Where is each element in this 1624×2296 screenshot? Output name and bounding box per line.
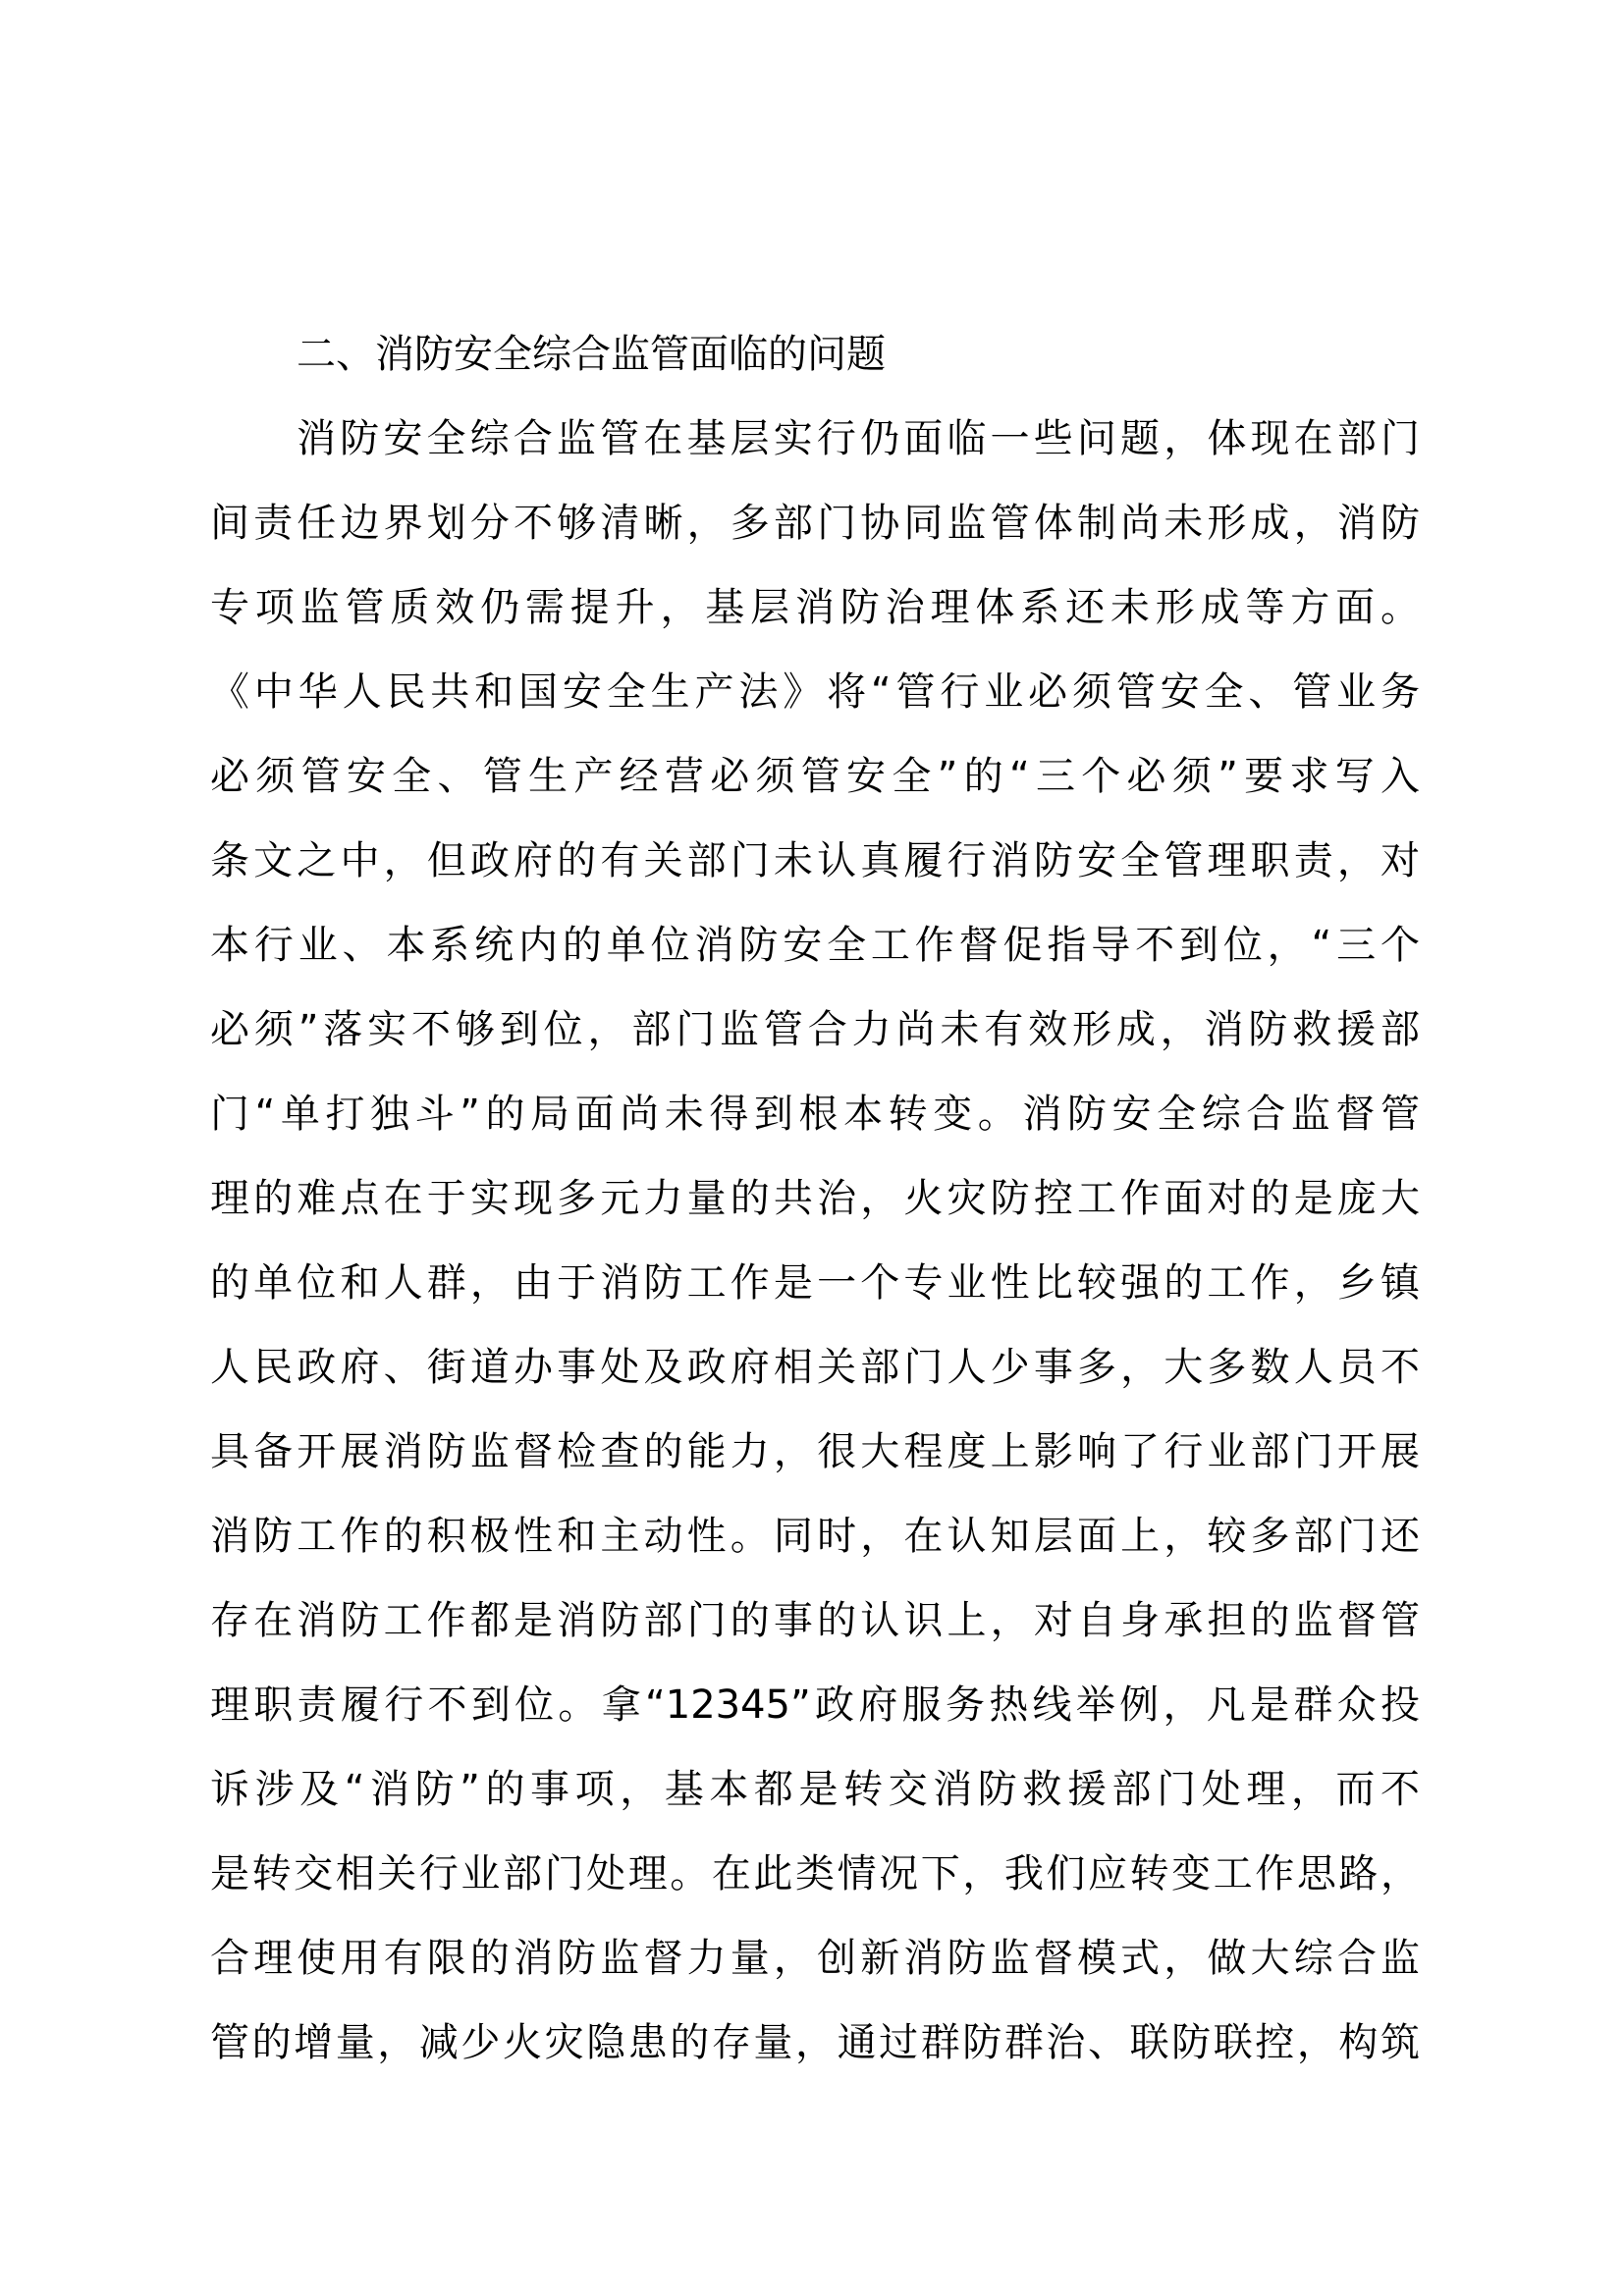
paragraph-line: 门“单打独斗”的局面尚未得到根本转变。消防安全综合监督管 [210, 1092, 1420, 1137]
paragraph-line: 必须管安全、管生产经营必须管安全”的“三个必须”要求写入 [210, 754, 1420, 799]
paragraph-line: 人民政府、街道办事处及政府相关部门人少事多，大多数人员不 [210, 1345, 1420, 1390]
paragraph-line: 条文之中，但政府的有关部门未认真履行消防安全管理职责，对 [210, 838, 1420, 883]
body-text [210, 312, 1420, 2085]
paragraph-line: 管的增量，减少火灾隐患的存量，通过群防群治、联防联控，构筑 [210, 2020, 1420, 2065]
paragraph-line: 理职责履行不到位。拿“12345”政府服务热线举例，凡是群众投 [210, 1682, 1420, 1728]
paragraph-line: 存在消防工作都是消防部门的事的认识上，对自身承担的监督管 [210, 1598, 1420, 1643]
paragraph-line: 是转交相关行业部门处理。在此类情况下，我们应转变工作思路， [210, 1851, 1420, 1896]
paragraph-line: 合理使用有限的消防监督力量，创新消防监督模式，做大综合监 [210, 1936, 1420, 1981]
paragraph-line: 理的难点在于实现多元力量的共治，火灾防控工作面对的是庞大 [210, 1176, 1420, 1221]
paragraph-line: 《中华人民共和国安全生产法》将“管行业必须管安全、管业务 [210, 669, 1420, 715]
paragraph-line: 消防安全综合监管在基层实行仍面临一些问题，体现在部门 [297, 416, 1420, 461]
paragraph-line: 专项监管质效仍需提升，基层消防治理体系还未形成等方面。 [210, 585, 1420, 630]
paragraph-line: 的单位和人群，由于消防工作是一个专业性比较强的工作，乡镇 [210, 1260, 1420, 1306]
paragraph-line: 具备开展消防监督检查的能力，很大程度上影响了行业部门开展 [210, 1429, 1420, 1474]
paragraph-line: 消防工作的积极性和主动性。同时，在认知层面上，较多部门还 [210, 1514, 1420, 1559]
section-heading: 二、消防安全综合监管面临的问题 [297, 332, 886, 377]
paragraph-line: 间责任边界划分不够清晰，多部门协同监管体制尚未形成，消防 [210, 501, 1420, 546]
paragraph-line: 本行业、本系统内的单位消防安全工作督促指导不到位，“三个 [210, 923, 1420, 968]
paragraph-line: 必须”落实不够到位，部门监管合力尚未有效形成，消防救援部 [210, 1007, 1420, 1052]
paragraph-line: 诉涉及“消防”的事项，基本都是转交消防救援部门处理，而不 [210, 1767, 1420, 1812]
